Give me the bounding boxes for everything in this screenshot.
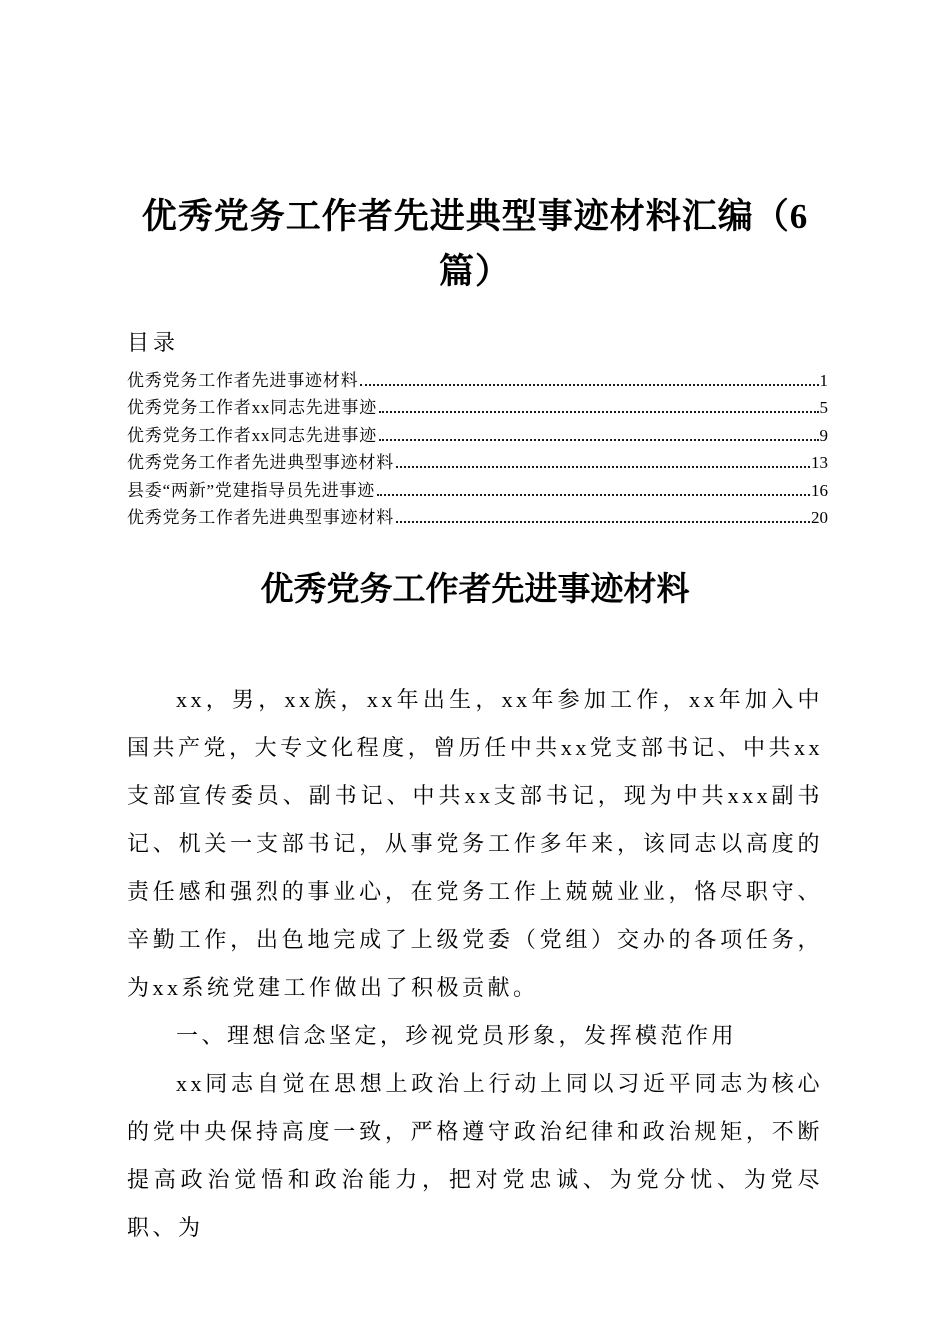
toc-leader-dots [396, 466, 810, 468]
table-of-contents [127, 366, 828, 530]
toc-heading: 目录 [127, 330, 180, 355]
toc-leader-dots [360, 384, 818, 386]
toc-entry-page-number: 16 [811, 480, 828, 500]
toc-entry-page-number: 13 [811, 453, 828, 473]
body-paragraph: xx同志自觉在思想上政治上行动上同以习近平同志为核心的党中央保持高度一致，严格遵守政治纪律和政治规矩，不断提高政治觉悟和政治能力，把对党忠诚、为党分忧、为党尽职、为 [127, 1071, 823, 1240]
toc-leader-dots [379, 411, 819, 413]
toc-entry[interactable] [127, 476, 828, 503]
toc-entry-label: 优秀党务工作者先进典型事迹材料 [127, 507, 394, 527]
toc-entry-page-number: 20 [811, 507, 828, 527]
toc-entry[interactable] [127, 421, 828, 448]
document-title-line-1: 优秀党务工作者先进典型事迹材料汇编（6 [141, 197, 809, 236]
toc-entry-label: 优秀党务工作者xx同志先进事迹 [127, 398, 377, 418]
toc-entry[interactable] [127, 448, 828, 475]
body-paragraph: 一、理想信念坚定，珍视党员形象，发挥模范作用 [176, 1023, 738, 1048]
toc-entry[interactable] [127, 503, 828, 530]
body-paragraph: xx，男，xx族，xx年出生，xx年参加工作，xx年加入中国共产党，大专文化程度，曾历任中共xx党支部书记、中共xx支部宣传委员、副书记、中共xx支部书记，现为中共xxx副书记、机关一支部书记，从事党务工作多年来，该同志以高度的责任感和强烈的事业心，在党务工作上兢兢业业，恪尽职守、辛勤工作，出色地完成了上级党委（党组）交办的各项任务，为xx系统党建工作做出了积极贡献。 [127, 687, 823, 1000]
toc-entry-page-number: 5 [819, 398, 828, 418]
toc-entry-label: 优秀党务工作者先进事迹材料 [127, 371, 359, 390]
toc-entry-page-number: 1 [819, 371, 828, 390]
toc-entry[interactable] [127, 393, 828, 420]
toc-leader-dots [379, 439, 819, 441]
toc-entry-label: 优秀党务工作者先进典型事迹材料 [127, 453, 394, 473]
section-heading: 优秀党务工作者先进事迹材料 [260, 572, 690, 608]
toc-entry[interactable] [127, 366, 828, 393]
document-title-line-2: 篇） [438, 252, 511, 291]
document-title [0, 189, 950, 299]
toc-entry-page-number: 9 [819, 425, 828, 445]
document-body [127, 676, 823, 1252]
toc-leader-dots [377, 494, 810, 496]
toc-entry-label: 优秀党务工作者xx同志先进事迹 [127, 425, 377, 445]
toc-leader-dots [396, 521, 810, 523]
toc-entry-label: 县委“两新”党建指导员先进事迹 [127, 480, 376, 500]
